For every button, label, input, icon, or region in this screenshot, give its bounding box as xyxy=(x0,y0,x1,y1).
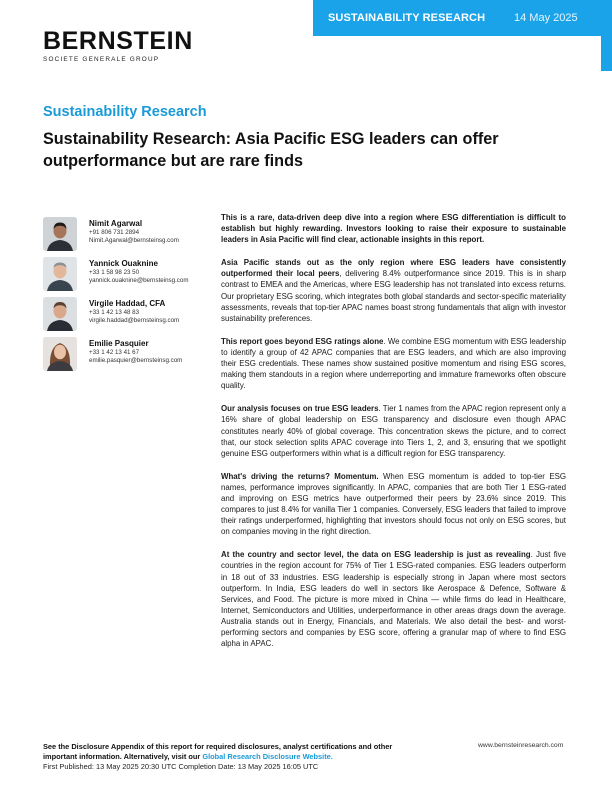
author-phone: +33 1 58 98 23 50 xyxy=(89,269,140,276)
paragraph-text: . Just five countries in the region account for 75% of Tier 1 ESG-rated companies. ESG leaders outperform in 18 out of 33 industries. ESG leadership is especially strong in Japan where most sectors outperform. In India, ESG leaders do well in sectors like Aerospace & Defence, Software & Services, and Food. The picture is more mixed in China — while firms do lead in Healthcare, Internet, Semiconductors and Utilities, underperformance in other areas drags down the average. Australia stands out in Energy, Financials, and Materials. We also detail the best- and worst-performing sectors and companies by ESG score, offering a granular map of where to find ESG alpha in APAC. xyxy=(221,550,567,649)
author-card xyxy=(43,297,208,337)
disclosure-link[interactable]: Global Research Disclosure Website. xyxy=(202,752,333,761)
body-paragraph xyxy=(221,336,566,391)
body-paragraph xyxy=(221,471,566,538)
avatar xyxy=(43,257,77,291)
header-date: 14 May 2025 xyxy=(514,12,578,24)
paragraph-text: , delivering 8.4% outperformance since 2019. This is in sharp contrast to EMEA and the Americas, where ESG leadership has not translated into excess returns. Our proprietary ESG scoring, which integrates both global standards and sector-specific materiality assessments, reveals that top-tier APAC names boast strong fundamentals that align with investor sustainability preferences. xyxy=(221,269,566,323)
author-phone: +33 1 42 13 48 83 xyxy=(89,309,140,316)
author-phone: +91 806 731 2894 xyxy=(89,229,140,236)
author-name: Nimit Agarwal xyxy=(89,219,143,228)
paragraph-text: When ESG momentum is added to top-tier ESG names, performance improves significantly. In APAC, companies that are both Tier 1 ESG-rated and improving on ESG metrics have outperformed their peers by 23.6% since 2019. This compares to just 8.4% for vanilla Tier 1 companies. Conversely, ESG leaders that failed to improve their ratings underperformed, highlighting that investors should focus not only on ESG scores, but on companies moving in the right direction. xyxy=(221,471,566,537)
side-tab xyxy=(601,36,612,71)
paragraph-text: . We combine ESG momentum with ESG leadership to identify a group of 42 APAC companies that are ESG leaders, and which are also improving their ESG credentials. These names show sustained positive momentum and rising ESG scores, making them standouts in a region where underreporting and immature frameworks often obscure quality. xyxy=(221,336,566,391)
paragraph-highlight: What's driving the returns? Momentum. xyxy=(221,471,379,481)
paragraph-text: . Tier 1 names from the APAC region represent only a 16% share of global leadership on ESG transparency and disclosure even though APAC constitutes nearly 40% of global coverage. This concentration skews the picture, and to correct that, our stock selection splits APAC coverage into Tiers 1, 2, and 3, ensuring that we spotlight genuine ESG outperformers within what is a difficult region for ESG transparency. xyxy=(221,404,566,458)
section-title: Sustainability Research xyxy=(43,104,207,120)
paragraph-highlight: Our analysis focuses on true ESG leaders xyxy=(221,404,379,414)
author-list xyxy=(43,217,208,377)
paragraph-highlight: Asia Pacific stands out as the only region where ESG leaders have consistently outperformed their local peers xyxy=(221,258,566,279)
avatar xyxy=(43,297,77,331)
body-paragraph xyxy=(221,549,566,649)
logo-subline: SOCIETE GENERALE GROUP xyxy=(43,56,160,63)
header-bar xyxy=(313,0,612,36)
publish-dates: First Published: 13 May 2025 20:30 UTC Completion Date: 13 May 2025 16:05 UTC xyxy=(43,762,319,771)
disclosure-footer xyxy=(43,742,463,772)
author-phone: +33 1 42 13 41 67 xyxy=(89,349,140,356)
author-email[interactable]: yannick.ouaknine@bernsteinsg.com xyxy=(89,277,189,284)
disclosure-line-1: See the Disclosure Appendix of this report for required disclosures, analyst certifications and other xyxy=(43,742,393,751)
header-label: SUSTAINABILITY RESEARCH xyxy=(328,12,486,24)
disclosure-text: important information. Alternatively, visit our xyxy=(43,752,201,761)
author-card xyxy=(43,337,208,377)
paragraph-highlight: At the country and sector level, the data on ESG leadership is just as revealing xyxy=(221,550,531,560)
disclosure-line-2 xyxy=(43,752,463,762)
avatar xyxy=(43,217,77,251)
body-paragraph xyxy=(221,257,566,324)
paragraph-highlight: This report goes beyond ESG ratings alone xyxy=(221,336,384,346)
author-card xyxy=(43,217,208,257)
author-email[interactable]: Nimit.Agarwal@bernsteinsg.com xyxy=(89,237,179,244)
body-paragraph xyxy=(221,403,566,458)
avatar xyxy=(43,337,77,371)
author-email[interactable]: virgile.haddad@bernsteinsg.com xyxy=(89,317,180,324)
website-link[interactable]: www.bernsteinresearch.com xyxy=(478,742,564,749)
bernstein-logo xyxy=(43,29,193,63)
author-name: Virgile Haddad, CFA xyxy=(89,299,166,308)
author-email[interactable]: emilie.pasquier@bernsteinsg.com xyxy=(89,357,183,364)
report-body xyxy=(221,212,566,661)
logo-wordmark: BERNSTEIN xyxy=(43,27,193,55)
page-title: Sustainability Research: Asia Pacific ESG leaders can offer outperformance but are rare finds xyxy=(43,130,499,170)
lead-paragraph: This is a rare, data-driven deep dive into a region where ESG differentiation is difficult to establish but highly rewarding. Investors looking to raise their exposure to sustainable leaders in Asia Pacific will find clear, actionable insights in this report. xyxy=(221,213,566,245)
author-name: Emilie Pasquier xyxy=(89,339,149,348)
author-card xyxy=(43,257,208,297)
author-name: Yannick Ouaknine xyxy=(89,259,158,268)
